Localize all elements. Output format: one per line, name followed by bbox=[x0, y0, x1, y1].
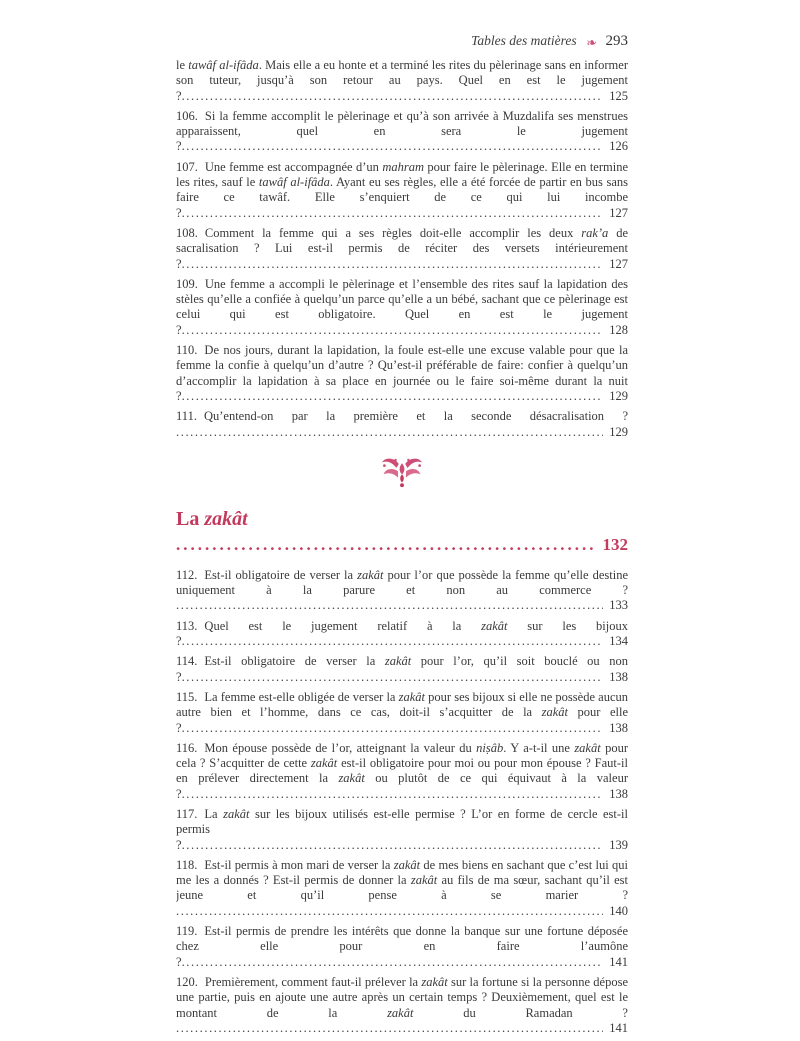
entry-page-number: 132 bbox=[597, 532, 629, 557]
entry-text: sur les bijoux ? bbox=[176, 618, 628, 649]
entry-page-number: 139 bbox=[603, 838, 628, 853]
toc-entry bbox=[176, 109, 628, 155]
entry-page-number: 138 bbox=[603, 670, 628, 685]
entry-text-italic: zakât bbox=[387, 1005, 414, 1020]
entry-text: pour faire le pèlerinage. Elle en termine les rites, sauf le bbox=[176, 159, 628, 190]
entry-text-italic: mahram bbox=[382, 159, 424, 174]
dot-leader bbox=[182, 721, 628, 735]
dot-leader bbox=[182, 787, 628, 801]
toc-entry bbox=[176, 858, 628, 919]
entry-text-italic: zakât bbox=[357, 567, 384, 582]
entry-text-italic: zakât bbox=[541, 705, 569, 720]
entry-text-italic: tawâf al-ifâda bbox=[258, 175, 330, 190]
entry-number: 120. bbox=[176, 974, 198, 989]
dot-leader bbox=[176, 1021, 628, 1035]
entry-text: Est-il obligatoire de verser la bbox=[204, 654, 385, 669]
entry-text: Qu’entend-on par la première et la seconde désacralisation ? bbox=[203, 409, 628, 424]
toc-entry bbox=[176, 924, 628, 970]
toc-entry bbox=[176, 343, 628, 404]
entry-number: 113. bbox=[176, 618, 198, 633]
entry-text-italic: niṣâb bbox=[476, 740, 504, 755]
entry-text: Premièrement, comment faut-il prélever la bbox=[204, 974, 422, 989]
entry-number: 110. bbox=[176, 343, 198, 358]
entry-page-number: 127 bbox=[603, 206, 628, 221]
entry-text-italic: rak’a bbox=[581, 225, 609, 240]
dot-leader bbox=[182, 955, 628, 969]
entry-page-number: 128 bbox=[603, 323, 628, 338]
toc-entry bbox=[176, 741, 628, 802]
dot-leader bbox=[182, 838, 628, 852]
entry-text-italic: zakât bbox=[393, 857, 421, 872]
entry-text-italic: zakât bbox=[410, 873, 438, 888]
entry-text: du Ramadan ? bbox=[413, 1005, 628, 1020]
entry-page-number: 125 bbox=[603, 89, 628, 104]
entry-number: 107. bbox=[176, 159, 198, 174]
entry-number: 115. bbox=[176, 689, 198, 704]
entry-number: 111. bbox=[176, 409, 197, 424]
entry-number: 116. bbox=[176, 740, 198, 755]
entry-number: 114. bbox=[176, 654, 198, 669]
entry-text: Est-il permis à mon mari de verser la bbox=[204, 857, 394, 872]
entry-text: . Y a-t-il une bbox=[503, 740, 575, 755]
entry-text: Est-il obligatoire de verser la bbox=[204, 567, 358, 582]
entry-text-italic: zakât bbox=[310, 756, 338, 771]
entry-page-number: 134 bbox=[603, 634, 628, 649]
entry-page-number: 133 bbox=[603, 598, 628, 613]
entry-text-italic: zakât bbox=[223, 806, 250, 821]
toc-entry bbox=[176, 807, 628, 853]
entry-text: le bbox=[176, 58, 189, 72]
entry-page-number: 141 bbox=[603, 955, 628, 970]
entry-page-number: 127 bbox=[603, 257, 628, 272]
entry-page-number: 129 bbox=[603, 389, 628, 404]
entry-text-italic: tawâf al-ifâda bbox=[188, 58, 259, 72]
dot-leader bbox=[182, 257, 628, 271]
entry-page-number: 140 bbox=[603, 904, 628, 919]
leaf-fleuron-icon: ❧ bbox=[584, 35, 598, 52]
entry-text: La bbox=[176, 507, 205, 530]
entry-text-italic: zakât bbox=[574, 740, 601, 755]
entry-number: 117. bbox=[176, 806, 198, 821]
toc-entry bbox=[176, 619, 628, 650]
ornament-row bbox=[176, 455, 628, 494]
entry-text: Une femme est accompagnée d’un bbox=[204, 159, 383, 174]
entry-text: La femme est-elle obligée de verser la bbox=[204, 689, 399, 704]
toc-entries bbox=[176, 58, 628, 1041]
toc-continuation-entry bbox=[176, 58, 628, 104]
entry-text-italic: zakât bbox=[384, 654, 412, 669]
entry-page-number: 129 bbox=[603, 425, 628, 440]
toc-entry bbox=[176, 160, 628, 221]
entry-text: . Ayant eu ses règles, elle a été forcée de partir en bus sans faire ce tawâf. Elle s’enquiert de ce qui lui incombe ? bbox=[176, 175, 628, 220]
dot-leader bbox=[182, 389, 628, 403]
entry-text: pour ses bijoux si elle ne possède aucun autre bien et l’homme, dans ce cas, doit-il s’acquitter de la bbox=[176, 689, 628, 720]
entry-text: de mes biens en sachant que c’est lui qui me les a donnés ? Est-il permis de donner la bbox=[176, 857, 628, 888]
entry-page-number: 141 bbox=[603, 1021, 628, 1036]
dot-leader bbox=[182, 206, 628, 220]
entry-text-italic: zakât bbox=[421, 974, 448, 989]
entry-text: Une femme a accompli le pèlerinage et l’ensemble des rites sauf la lapidation des stèles qu’elle a confiée à quelqu’un parce qu’elle a un bébé, sachant que ce pèlerinage est celui qui est obligatoire. Quel en est le jugement ? bbox=[176, 276, 628, 337]
entry-text: au fils de ma sœur, sachant qu’il est jeune et qu’il pense à se marier ? bbox=[176, 873, 628, 903]
entry-text: Est-il permis de prendre les intérêts que donne la banque sur une fortune déposée chez elle pour en faire l’aumône ? bbox=[176, 924, 628, 969]
dot-leader bbox=[182, 634, 628, 648]
entry-number: 109. bbox=[176, 276, 198, 291]
entry-number: 119. bbox=[176, 924, 198, 939]
entry-text: . Mais elle a eu honte et a terminé les rites du pèlerinage sans en informer son tuteur, jusqu’à son retour au pays. Quel en est le jugement ? bbox=[176, 58, 628, 103]
entry-text-italic: zakât bbox=[338, 771, 365, 786]
floral-fleuron-icon bbox=[378, 455, 426, 489]
toc-entry bbox=[176, 277, 628, 338]
entry-text-italic: zakât bbox=[398, 689, 426, 704]
entry-text: La bbox=[204, 806, 224, 821]
entry-text: Comment la femme qui a ses règles doit-elle accomplir les deux bbox=[204, 225, 582, 240]
dot-leader bbox=[182, 89, 628, 103]
entry-number: 106. bbox=[176, 108, 198, 123]
entry-text: pour l’or que possède la femme qu’elle destine uniquement à la parure et non au commerce ? bbox=[176, 567, 628, 598]
entry-text: pour cela ? S’acquitter de cette bbox=[176, 740, 628, 771]
entry-text: ou plutôt de ce qui équivaut à la valeur ? bbox=[176, 771, 628, 801]
toc-entry bbox=[176, 975, 628, 1036]
entry-text-italic: zakât bbox=[481, 618, 508, 633]
entry-page-number: 138 bbox=[603, 787, 628, 802]
entry-text: sur les bijoux utilisés est-elle permise ? L’or en forme de cercle est-il permis ? bbox=[176, 806, 628, 852]
page-header-title: Tables des matières bbox=[471, 33, 577, 48]
toc-entry bbox=[176, 568, 628, 614]
page-header-number: 293 bbox=[605, 33, 628, 49]
entry-page-number: 126 bbox=[603, 139, 628, 154]
entry-number: 108. bbox=[176, 225, 198, 240]
entry-text: pour l’or, qu’il soit bouclé ou non ? bbox=[176, 654, 628, 684]
dot-leader bbox=[176, 533, 628, 555]
dot-leader bbox=[182, 139, 628, 153]
toc-entry bbox=[176, 226, 628, 272]
entry-number: 118. bbox=[176, 857, 198, 872]
dot-leader bbox=[182, 670, 628, 684]
entry-text: pour elle ? bbox=[176, 705, 628, 735]
dot-leader bbox=[176, 598, 628, 612]
entry-text: de sacralisation ? Lui est-il permis de réciter des versets intérieurement ? bbox=[176, 225, 628, 271]
entry-text: est-il obligatoire pour moi ou pour mon épouse ? Faut-il en prélever directement la bbox=[176, 756, 628, 786]
entry-text: Si la femme accomplit le pèlerinage et qu’à son arrivée à Muzdalifa ses menstrues apparaissent, quel en sera le jugement ? bbox=[176, 108, 628, 154]
page-header bbox=[471, 33, 628, 50]
entry-page-number: 138 bbox=[603, 721, 628, 736]
dot-leader bbox=[182, 323, 628, 337]
dot-leader bbox=[176, 904, 628, 918]
toc-entry bbox=[176, 690, 628, 736]
toc-entry bbox=[176, 654, 628, 685]
entry-text-italic: zakât bbox=[204, 507, 248, 530]
dot-leader bbox=[176, 425, 628, 439]
entry-text: De nos jours, durant la lapidation, la foule est-elle une excuse valable pour que la femme la confie à quelqu’un d’autre ? Qu’est-il préférable de faire: confier à quelqu’un d’accomplir la lapidation à sa place en journée ou le faire soi-même durant la nuit ? bbox=[176, 343, 628, 403]
entry-number: 112. bbox=[176, 567, 198, 582]
entry-text: Mon épouse possède de l’or, atteignant la valeur du bbox=[204, 740, 477, 755]
entry-text: sur la fortune si la personne dépose une partie, puis en ajoute une autre après un certain temps ? Deuxièmement, quel est le montant de la bbox=[176, 974, 628, 1020]
toc-section-heading bbox=[176, 507, 628, 557]
toc-entry bbox=[176, 409, 628, 440]
entry-text: Quel est le jugement relatif à la bbox=[204, 618, 482, 633]
